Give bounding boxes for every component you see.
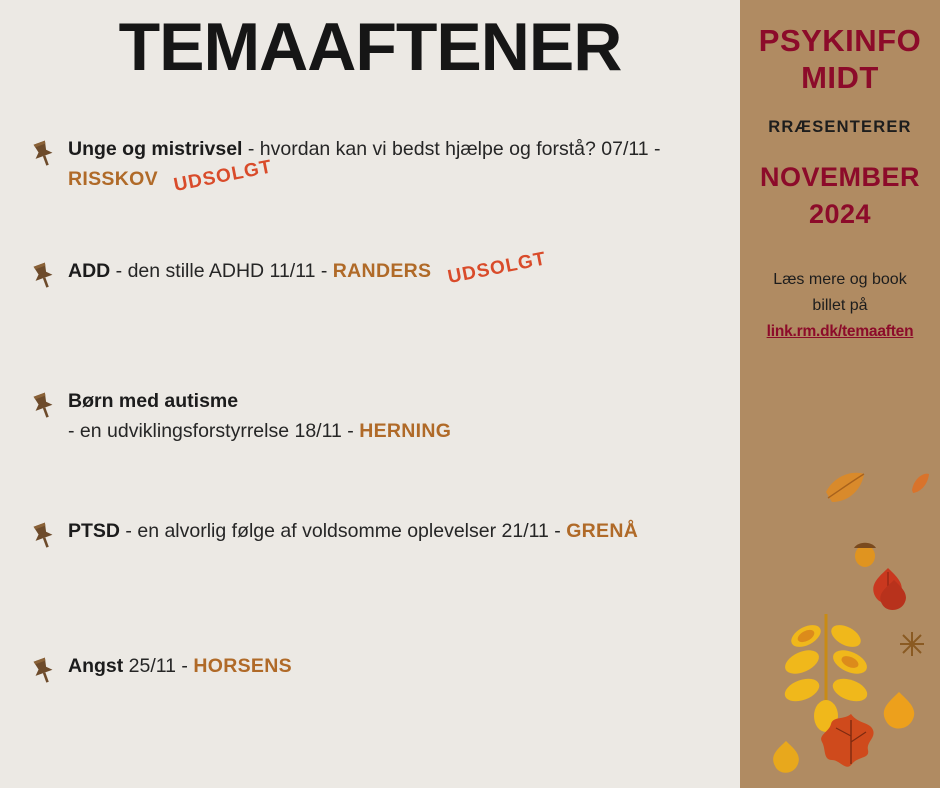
pushpin-icon bbox=[26, 258, 60, 292]
event-location: RANDERS bbox=[332, 260, 432, 282]
event-detail: - hvordan kan vi bedst hjælpe og forstå? 07/11 - bbox=[242, 138, 661, 160]
event-title: Unge og mistrivsel bbox=[68, 138, 243, 160]
event-title: Angst bbox=[68, 655, 124, 677]
booking-link[interactable]: link.rm.dk/temaaften bbox=[766, 323, 914, 340]
leaf-icon bbox=[822, 468, 868, 513]
date-block bbox=[740, 159, 940, 233]
pushpin-icon bbox=[26, 518, 60, 552]
list-item bbox=[0, 132, 740, 254]
event-text bbox=[68, 514, 740, 546]
booking-info bbox=[740, 267, 940, 345]
event-text bbox=[68, 132, 740, 195]
event-location: HERNING bbox=[359, 420, 452, 442]
leaf-icon bbox=[876, 578, 912, 619]
brand-line-2: MIDT bbox=[801, 60, 879, 95]
list-item bbox=[0, 514, 740, 649]
event-text bbox=[68, 649, 740, 681]
event-detail: - en alvorlig følge af voldsomme oplevelser 21/11 - bbox=[120, 520, 567, 542]
leaf-icon bbox=[766, 738, 806, 783]
pushpin-icon bbox=[26, 388, 60, 422]
brand-line-1: PSYKINFO bbox=[758, 23, 922, 58]
star-anise-icon bbox=[898, 630, 926, 663]
status-badge: UDSOLGT bbox=[445, 248, 548, 289]
event-list bbox=[0, 132, 740, 709]
event-text bbox=[68, 248, 740, 289]
event-location: GRENÅ bbox=[566, 520, 639, 542]
event-text bbox=[68, 384, 740, 446]
brand-name bbox=[740, 22, 940, 96]
status-badge: UDSOLGT bbox=[172, 156, 275, 197]
leaf-icon bbox=[908, 470, 932, 501]
month-label: NOVEMBER bbox=[759, 162, 920, 192]
presents-label: RRÆSENTERER bbox=[768, 118, 912, 136]
pushpin-icon bbox=[26, 653, 60, 687]
event-location: HORSENS bbox=[193, 655, 292, 677]
event-location: RISSKOV bbox=[68, 168, 158, 190]
booking-line-2: billet på bbox=[812, 297, 868, 314]
event-detail: 25/11 - bbox=[123, 655, 194, 677]
booking-line-1: Læs mere og book bbox=[773, 271, 907, 288]
list-item bbox=[0, 649, 740, 709]
leaf-icon bbox=[868, 566, 908, 613]
event-detail: - den stille ADHD 11/11 - bbox=[110, 260, 333, 282]
page-title: TEMAAFTENER bbox=[118, 9, 622, 85]
year-label: 2024 bbox=[808, 199, 872, 229]
event-title: Børn med autisme bbox=[68, 390, 239, 412]
leaf-icon bbox=[770, 610, 880, 740]
event-detail: - en udviklingsforstyrrelse 18/11 - bbox=[68, 420, 360, 442]
event-title: ADD bbox=[68, 260, 111, 282]
leaf-icon bbox=[878, 690, 920, 739]
list-item bbox=[0, 384, 740, 514]
event-title: PTSD bbox=[68, 520, 121, 542]
poster-sidebar bbox=[740, 0, 940, 788]
leaf-icon bbox=[818, 712, 884, 779]
list-item bbox=[0, 248, 740, 384]
pushpin-icon bbox=[26, 136, 60, 170]
acorn-icon bbox=[850, 534, 880, 573]
